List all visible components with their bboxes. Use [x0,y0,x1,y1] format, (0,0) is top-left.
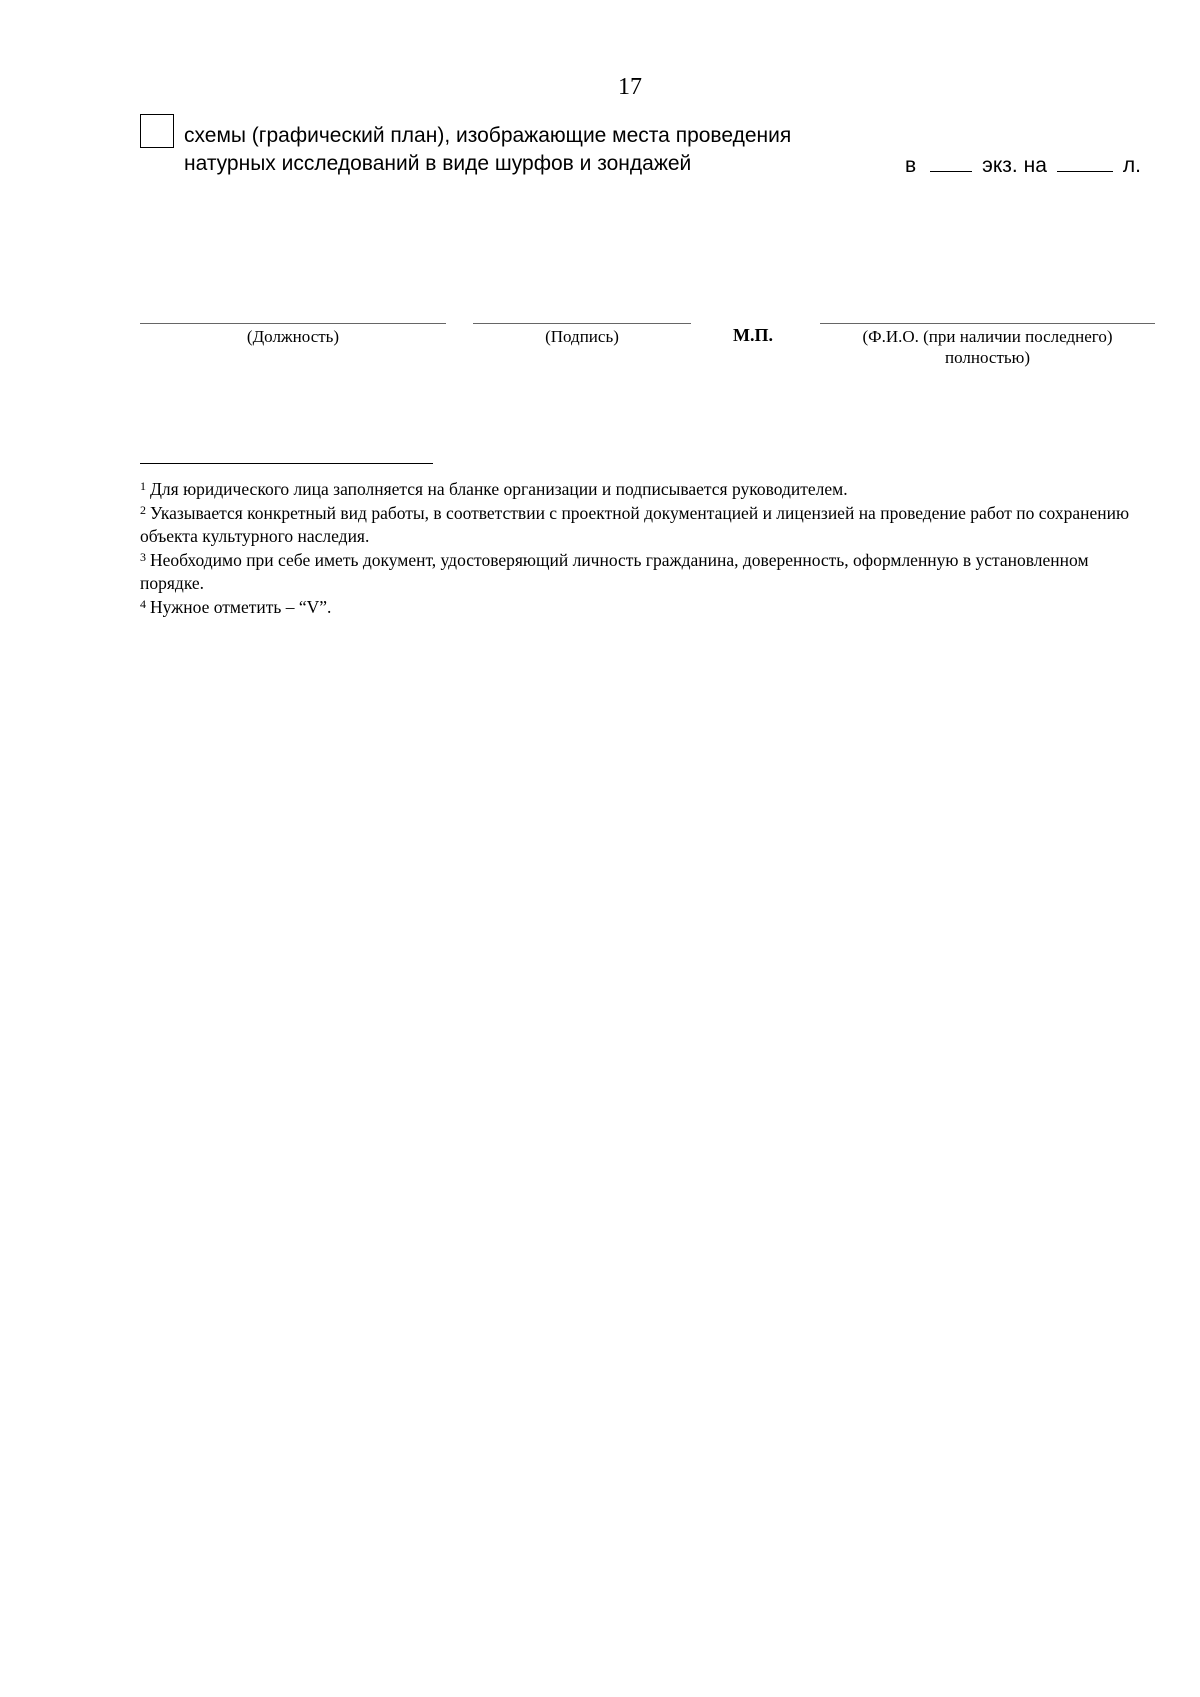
footnote-text: Необходимо при себе иметь документ, удостоверяющий личность гражданина, доверенность, оформленную в установленном порядке. [140,549,1089,593]
footnote-text: Нужное отметить – “V”. [150,596,332,617]
full-name-label-line1: (Ф.И.О. (при наличии последнего) [862,327,1113,346]
copies-prefix: в [905,154,917,177]
full-name-line[interactable] [820,323,1155,324]
signature-label: (Подпись) [545,327,619,346]
footnote-mark: 3 [140,549,146,564]
attachment-item-line1: схемы (графический план), изображающие места проведения [184,124,792,147]
footnote-separator [140,463,433,464]
page-number: 17 [618,74,642,100]
footnote-item [140,502,1130,549]
footnote-text: Для юридического лица заполняется на бланке организации и подписывается руководителем. [150,479,848,499]
position-label: (Должность) [246,327,340,346]
copies-middle: экз. на [982,154,1047,177]
signature-line[interactable] [473,323,691,324]
full-name-label-line2: полностью) [945,348,1030,367]
footnote-item [140,478,1130,502]
stamp-place-label: М.П. [733,325,773,345]
footnote-item [140,596,1130,620]
footnote-text: Указывается конкретный вид работы, в соответствии с проектной документацией и лицензией на проведение работ по сохранению объекта культурного наследия. [140,502,1130,546]
copies-count-row [905,153,1141,178]
attachment-item-line2: натурных исследований в виде шурфов и зондажей [184,152,692,175]
position-line[interactable] [140,323,446,324]
footnotes [140,478,1130,619]
footnote-mark: 1 [140,479,146,493]
footnote-item [140,549,1130,596]
sheets-count-field[interactable] [1057,153,1113,172]
copies-suffix: л. [1122,154,1141,177]
attachment-checkbox[interactable] [140,114,174,148]
copies-count-field[interactable] [930,153,972,172]
footnote-mark: 2 [140,502,146,517]
attachment-item-text [184,122,864,178]
footnote-mark: 4 [140,596,146,611]
full-name-label [820,326,1155,368]
